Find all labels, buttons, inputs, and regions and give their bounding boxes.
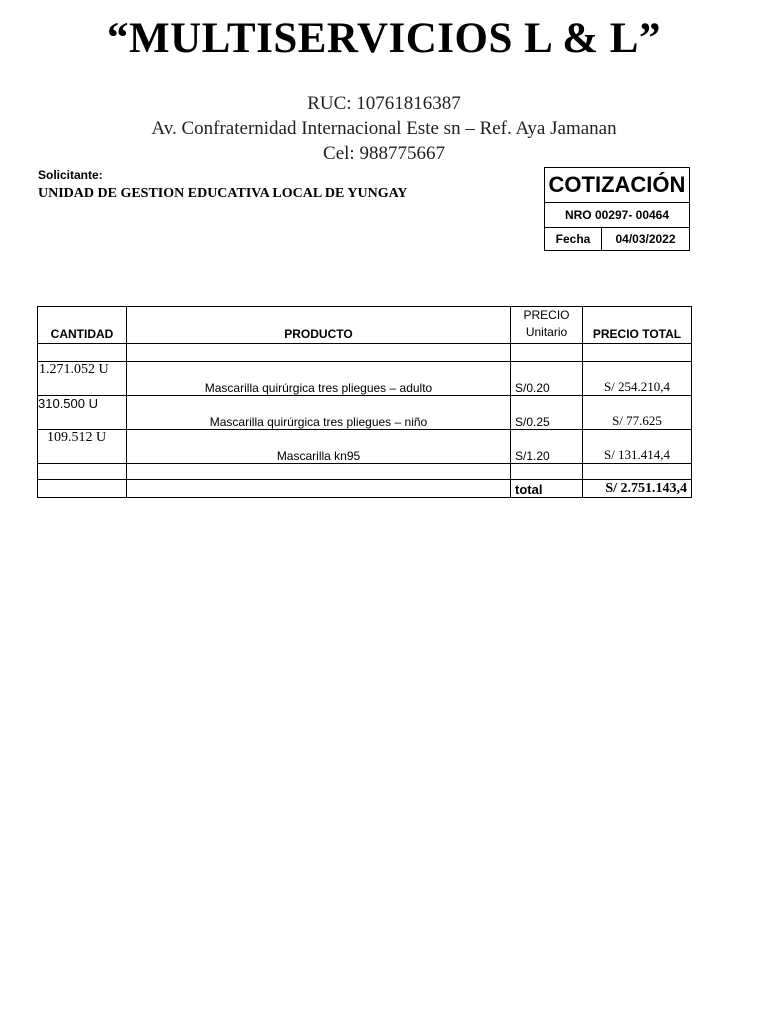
date-value: 04/03/2022 [615, 232, 676, 246]
table-header-row [38, 307, 692, 344]
table-row [38, 464, 692, 480]
row-total: S/ 131.414,4 [583, 430, 692, 464]
row-producto: Mascarilla quirúrgica tres pliegues – niño [127, 396, 511, 430]
empty-cell [38, 480, 127, 498]
row-producto: Mascarilla quirúrgica tres pliegues – adulto [127, 362, 511, 396]
empty-cell [38, 464, 127, 480]
empty-cell [127, 344, 511, 362]
company-ruc: RUC: 10761816387 [307, 93, 461, 114]
empty-cell [38, 344, 127, 362]
empty-cell [127, 480, 511, 498]
table-row [38, 344, 692, 362]
row-cantidad: 310.500 U [38, 396, 127, 430]
cotizacion-title: COTIZACIÓN [545, 168, 689, 203]
header-producto: PRODUCTO [127, 307, 511, 344]
row-cantidad: 109.512 U [38, 430, 127, 464]
row-unitario: S/0.25 [511, 396, 583, 430]
header-precio-unitario-line2: Unitario [525, 325, 568, 339]
header-precio-unitario-line1: PRECIO [523, 308, 570, 322]
header-cantidad: CANTIDAD [38, 307, 127, 344]
table-row [38, 396, 692, 430]
total-value: S/ 2.751.143,4 [583, 480, 692, 498]
cotizacion-date-row [545, 228, 689, 250]
header-precio-unitario [511, 307, 583, 344]
row-total: S/ 254.210,4 [583, 362, 692, 396]
table-total-row [38, 480, 692, 498]
empty-cell [127, 464, 511, 480]
empty-cell [511, 344, 583, 362]
date-label: Fecha [545, 228, 602, 250]
company-phone: Cel: 988775667 [323, 143, 445, 164]
row-total: S/ 77.625 [583, 396, 692, 430]
header-precio-total: PRECIO TOTAL [583, 307, 692, 344]
row-cantidad: 1.271.052 U [38, 362, 127, 396]
row-producto: Mascarilla kn95 [127, 430, 511, 464]
row-unitario: S/0.20 [511, 362, 583, 396]
empty-cell [583, 344, 692, 362]
cotizacion-number: NRO 00297- 00464 [545, 203, 689, 228]
empty-cell [511, 464, 583, 480]
table-row [38, 362, 692, 396]
row-unitario: S/1.20 [511, 430, 583, 464]
table-row [38, 430, 692, 464]
company-address: Av. Confraternidad Internacional Este sn – Ref. Aya Jamanan [151, 118, 617, 139]
total-label: total [511, 480, 583, 498]
cotizacion-box [544, 167, 690, 251]
solicitante-label: Solicitante: [38, 168, 103, 182]
company-name: “MULTISERVICIOS L & L” [107, 15, 661, 62]
empty-cell [583, 464, 692, 480]
solicitante-name: UNIDAD DE GESTION EDUCATIVA LOCAL DE YUNGAY [38, 186, 408, 201]
quote-table [37, 306, 692, 498]
